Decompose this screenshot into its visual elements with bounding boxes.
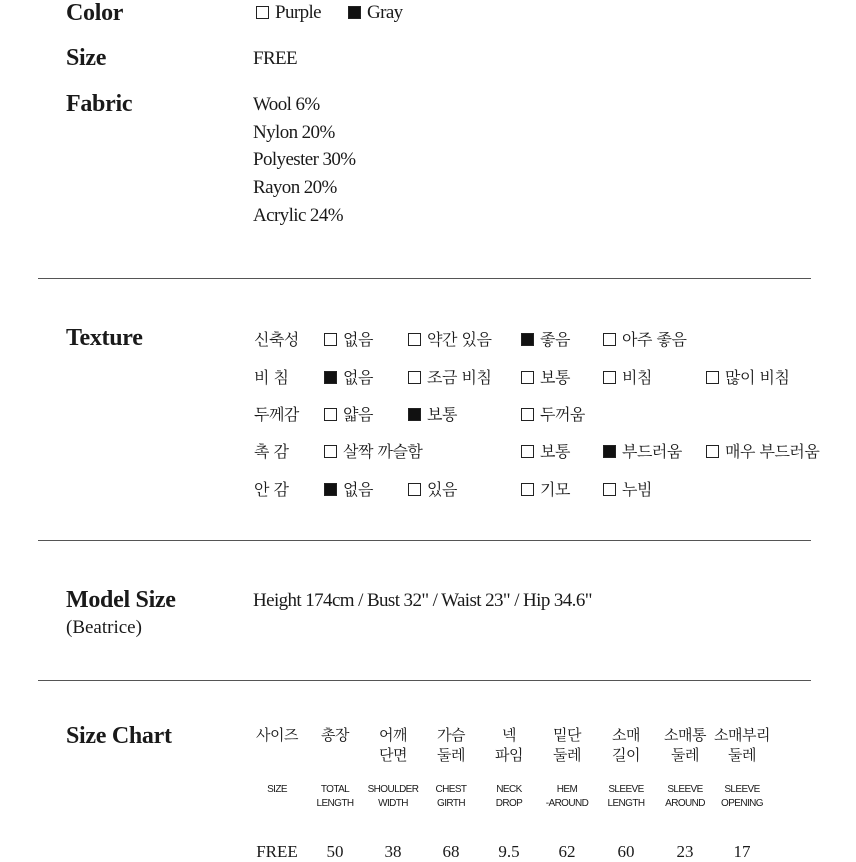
model-name: (Beatrice): [66, 617, 142, 638]
checkbox-unchecked-icon: [521, 408, 534, 421]
texture-row-name: 안 감: [254, 480, 289, 499]
size-chart-header-kr: 소매통 둘레: [664, 726, 706, 764]
checkbox-unchecked-icon: [324, 408, 337, 421]
checkbox-unchecked-icon: [706, 445, 719, 458]
texture-option: 매우 부드러움: [706, 439, 819, 462]
checkbox-unchecked-icon: [256, 6, 269, 19]
color-option-label: Gray: [367, 2, 403, 23]
size-chart-cell: 23: [676, 842, 694, 861]
size-chart-header-en: SLEEVE OPENING: [721, 784, 763, 809]
size-chart-header-en: NECK DROP: [495, 784, 523, 809]
texture-row-name: 비 침: [254, 368, 289, 387]
texture-option: 많이 비침: [706, 365, 789, 388]
texture-option: 누빔: [603, 477, 652, 500]
size-chart-header-kr: 가슴 둘레: [437, 726, 465, 764]
color-label: Color: [66, 0, 124, 26]
size-chart-cell: 50: [326, 842, 344, 861]
size-label: Size: [66, 45, 107, 71]
size-chart-header-kr: 어깨 단면: [379, 726, 407, 764]
color-option-purple: [256, 2, 321, 24]
texture-option: 없음: [324, 477, 373, 500]
texture-option: 두꺼움: [521, 402, 585, 425]
size-chart-header-en: SIZE: [267, 784, 287, 795]
fabric-item: Acrylic 24%: [253, 205, 343, 226]
checkbox-checked-icon: [603, 445, 616, 458]
size-chart-header-kr: 총장: [321, 726, 349, 744]
checkbox-checked-icon: [324, 371, 337, 384]
checkbox-unchecked-icon: [521, 371, 534, 384]
size-chart-header-en: SLEEVE AROUND: [665, 784, 705, 809]
checkbox-checked-icon: [324, 483, 337, 496]
texture-option: 아주 좋음: [603, 327, 686, 350]
size-value: FREE: [253, 48, 298, 69]
size-chart-cell: 17: [733, 842, 751, 861]
texture-option: 얇음: [324, 402, 373, 425]
checkbox-unchecked-icon: [408, 333, 421, 346]
size-chart-cell: FREE: [256, 842, 298, 861]
size-chart-header-kr: 밑단 둘레: [553, 726, 581, 764]
fabric-item: Polyester 30%: [253, 149, 356, 170]
size-chart-header-kr: 소매부리 둘레: [714, 726, 770, 764]
size-chart-header-kr: 소매 길이: [612, 726, 640, 764]
texture-label: Texture: [66, 325, 143, 351]
fabric-label: Fabric: [66, 91, 133, 117]
size-chart-cell: 68: [442, 842, 460, 861]
checkbox-unchecked-icon: [324, 333, 337, 346]
size-chart-header-en: HEM -AROUND: [545, 784, 589, 809]
size-chart-header-en: SHOULDER WIDTH: [367, 784, 419, 809]
texture-option: 있음: [408, 477, 457, 500]
fabric-item: Rayon 20%: [253, 177, 337, 198]
texture-option: 부드러움: [603, 439, 682, 462]
fabric-item: Nylon 20%: [253, 122, 335, 143]
color-option-gray: [348, 2, 403, 24]
texture-row-name: 신축성: [254, 330, 299, 349]
texture-option: 보통: [408, 402, 457, 425]
checkbox-checked-icon: [348, 6, 361, 19]
texture-option: 없음: [324, 365, 373, 388]
texture-option: 살짝 까슬함: [324, 439, 422, 462]
checkbox-checked-icon: [521, 333, 534, 346]
fabric-item: Wool 6%: [253, 94, 320, 115]
checkbox-unchecked-icon: [521, 445, 534, 458]
model-measurements: Height 174cm / Bust 32" / Waist 23" / Hip 34.6": [253, 590, 592, 611]
texture-option: 약간 있음: [408, 327, 491, 350]
section-divider: [38, 540, 811, 541]
checkbox-unchecked-icon: [706, 371, 719, 384]
size-chart-cell: 9.5: [498, 842, 520, 861]
section-divider: [38, 278, 811, 279]
size-chart-label: Size Chart: [66, 723, 172, 749]
texture-option: 기모: [521, 477, 570, 500]
checkbox-unchecked-icon: [408, 371, 421, 384]
texture-row-name: 두께감: [254, 405, 299, 424]
model-size-label: Model Size: [66, 587, 176, 613]
checkbox-unchecked-icon: [603, 371, 616, 384]
color-option-label: Purple: [275, 2, 322, 23]
size-chart-header-kr: 넥 파임: [495, 726, 523, 764]
size-chart-header-kr: 사이즈: [256, 726, 298, 744]
size-chart-cell: 62: [558, 842, 576, 861]
checkbox-unchecked-icon: [408, 483, 421, 496]
texture-option: 조금 비침: [408, 365, 491, 388]
texture-option: 좋음: [521, 327, 570, 350]
texture-option: 보통: [521, 365, 570, 388]
texture-option: 없음: [324, 327, 373, 350]
size-chart-cell: 38: [384, 842, 402, 861]
checkbox-checked-icon: [408, 408, 421, 421]
size-chart-header-en: TOTAL LENGTH: [316, 784, 354, 809]
size-chart-header-en: SLEEVE LENGTH: [607, 784, 645, 809]
texture-row-name: 촉 감: [254, 442, 289, 461]
section-divider: [38, 680, 811, 681]
texture-option: 보통: [521, 439, 570, 462]
checkbox-unchecked-icon: [521, 483, 534, 496]
checkbox-unchecked-icon: [324, 445, 337, 458]
checkbox-unchecked-icon: [603, 333, 616, 346]
checkbox-unchecked-icon: [603, 483, 616, 496]
texture-option: 비침: [603, 365, 652, 388]
size-chart-header-en: CHEST GIRTH: [435, 784, 467, 809]
size-chart-cell: 60: [617, 842, 635, 861]
